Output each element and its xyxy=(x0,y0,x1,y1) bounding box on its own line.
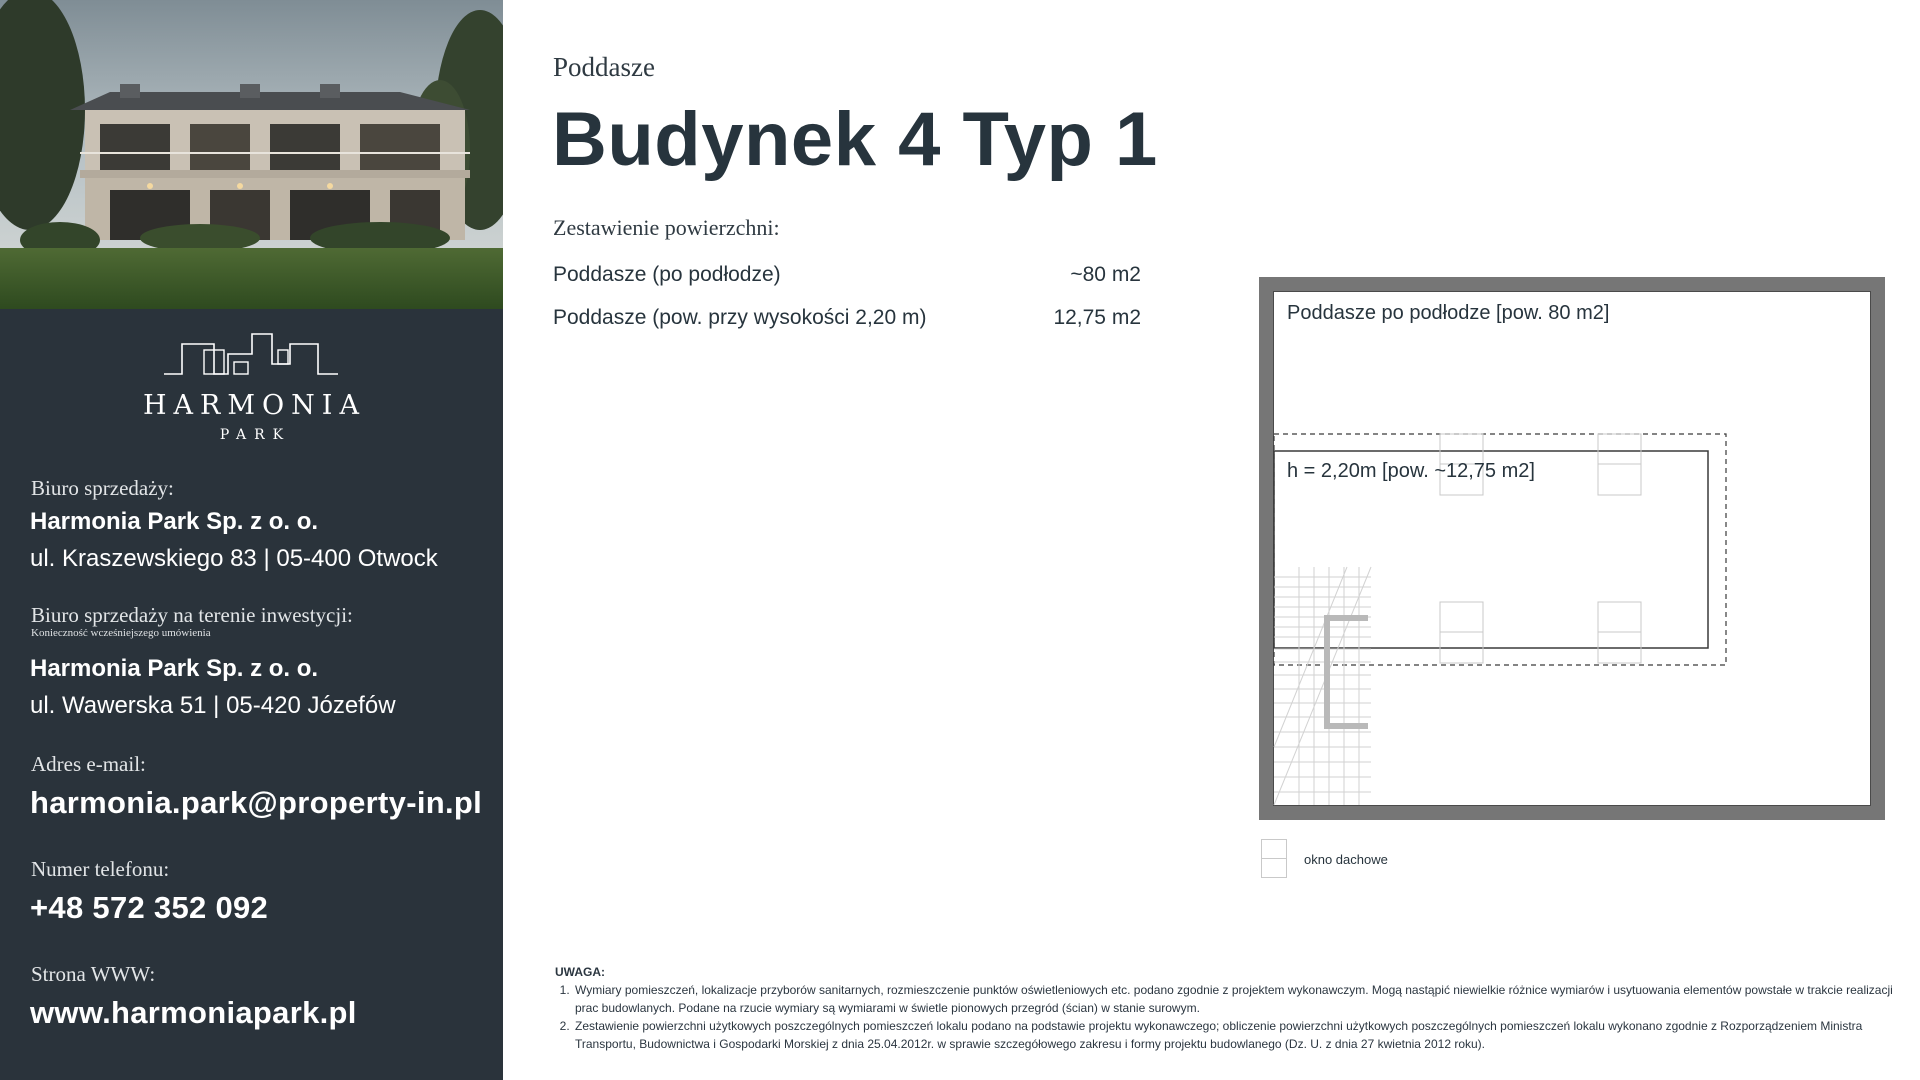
plan-drawing xyxy=(1259,277,1885,820)
roof-window-icon xyxy=(1261,839,1287,878)
phone-label: Numer telefonu: xyxy=(31,857,170,881)
site-office-address: ul. Wawerska 51 | 05-420 Józefów xyxy=(30,692,396,719)
notes-heading: UWAGA: xyxy=(555,965,605,979)
area-name: Poddasze (po podłodze) xyxy=(553,263,781,286)
harmonia-park-logo xyxy=(0,330,503,443)
note-item: 2. Zestawienie powierzchni użytkowych poszczególnych pomieszczeń lokalu podano na podstawie projektu wykonawczego; obliczenie powierzchni użytkowych poszczególnych pomieszczeń lokalu wykonano zgodnie z Rozporządzeniem Ministra Transportu, Budownictwa i Gospodarki Morskiej z dnia 25.04.2012r. w sprawie szczegółowego zakresu i formy projektu budowlanego (Dz. U. z dnia 27 kwietnia 2012 roku). xyxy=(573,1017,1895,1053)
logo-subtitle: PARK xyxy=(219,427,292,443)
site-office-label: Biuro sprzedaży na terenie inwestycji: xyxy=(31,603,353,627)
areas-label: Zestawienie powierzchni: xyxy=(553,215,780,240)
floor-plan xyxy=(1259,277,1885,820)
legend-label: okno dachowe xyxy=(1304,852,1388,867)
site-office-company: Harmonia Park Sp. z o. o. xyxy=(30,655,319,682)
sidebar xyxy=(0,0,503,1080)
page-title: Budynek 4 Typ 1 xyxy=(552,97,1158,182)
floor-kicker: Poddasze xyxy=(553,52,655,82)
email-link[interactable]: harmonia.park@property-in.pl xyxy=(30,785,483,820)
plan-label-floor-area: Poddasze po podłodze [pow. 80 m2] xyxy=(1287,302,1610,324)
building-rendering-image xyxy=(0,0,503,309)
area-value: ~80 m2 xyxy=(1070,263,1141,286)
notes-list xyxy=(573,981,1895,1053)
sales-office-company: Harmonia Park Sp. z o. o. xyxy=(30,508,319,535)
email-label: Adres e-mail: xyxy=(31,752,146,776)
phone-link[interactable]: +48 572 352 092 xyxy=(30,890,269,925)
website-link[interactable]: www.harmoniapark.pl xyxy=(30,995,357,1030)
area-name: Poddasze (pow. przy wysokości 2,20 m) xyxy=(553,306,927,329)
site-office-note: Konieczność wcześniejszego umówienia xyxy=(31,627,211,639)
notes-section xyxy=(555,963,1895,1053)
sales-office-address: ul. Kraszewskiego 83 | 05-400 Otwock xyxy=(30,545,438,572)
note-item: 1. Wymiary pomieszczeń, lokalizacje przyborów sanitarnych, rozmieszczenie punktów oświetleniowych etc. podano zgodnie z projektem wykonawczym. Mogą nastąpić niewielkie różnice wymiarów i usytuowania elementów powstałe w trakcie realizacji prac budowlanych. Podane na rzucie wymiary są wymiarami w świetle pionowych przegród (ścian) w stanie surowym. xyxy=(573,981,1895,1017)
plan-label-height-area: h = 2,20m [pow. ~12,75 m2] xyxy=(1287,460,1535,482)
website-label: Strona WWW: xyxy=(31,962,156,986)
logo-title: HARMONIA xyxy=(143,390,366,421)
skyline-icon xyxy=(162,330,342,376)
sales-office-label: Biuro sprzedaży: xyxy=(31,476,174,500)
area-value: 12,75 m2 xyxy=(1053,306,1141,329)
